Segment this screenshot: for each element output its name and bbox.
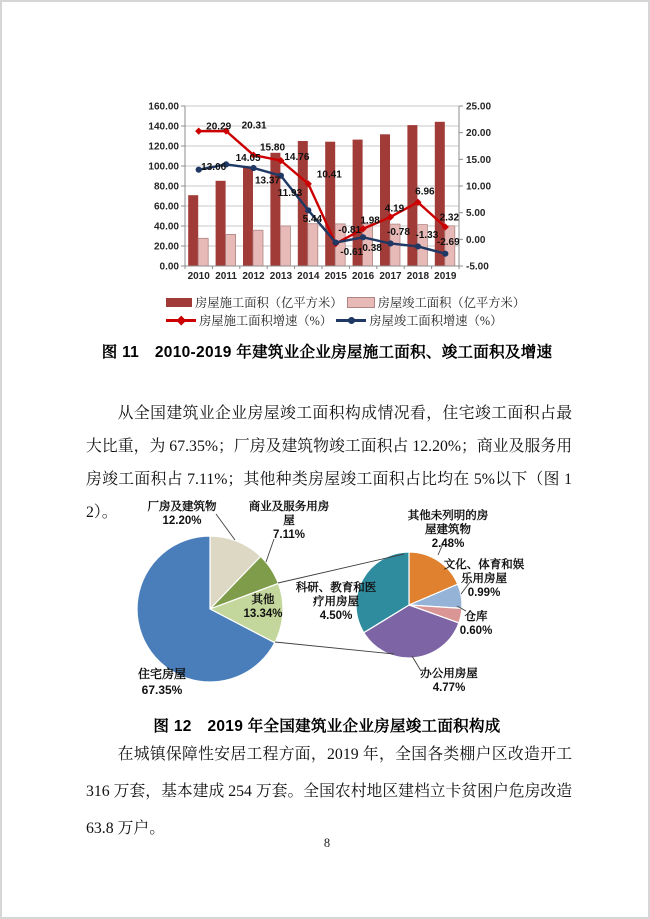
- svg-text:25.00: 25.00: [466, 101, 492, 113]
- svg-text:0.00: 0.00: [466, 234, 486, 246]
- legend-item-construction-area: [166, 293, 343, 311]
- pie-label-residential: [138, 666, 186, 698]
- pie-label-office: [420, 667, 478, 695]
- svg-text:1.98: 1.98: [360, 215, 380, 227]
- pie-label-text: 厂房及建筑物: [147, 501, 217, 513]
- svg-text:-0.61: -0.61: [340, 247, 364, 259]
- svg-text:13.37: 13.37: [254, 175, 281, 187]
- completed-area-swatch: [347, 297, 375, 308]
- pie-label-text: 住宅房屋: [137, 667, 187, 681]
- legend-item-completed-area: [347, 293, 526, 311]
- legend-item-construction-growth: [166, 311, 332, 329]
- pie-label-value: 67.35%: [141, 683, 183, 697]
- completed-growth-line-icon: [336, 314, 366, 326]
- pie-label-text: 科研、教育和医疗用房屋: [295, 582, 377, 608]
- svg-text:2011: 2011: [215, 271, 237, 282]
- pie-label-value: 4.77%: [432, 682, 466, 694]
- svg-text:40.00: 40.00: [153, 221, 179, 233]
- svg-text:14.05: 14.05: [235, 152, 261, 164]
- pie-label-unlisted: [406, 509, 490, 551]
- pie-label-text: 文化、体育和娱乐用房屋: [443, 559, 525, 585]
- legend-label: 房屋施工面积增速（%）: [199, 314, 333, 328]
- svg-text:10.41: 10.41: [316, 169, 342, 181]
- svg-text:-5.00: -5.00: [466, 261, 489, 273]
- pie-label-value: 13.34%: [243, 608, 283, 620]
- chart-legend-row-1: [166, 293, 525, 311]
- svg-text:2.32: 2.32: [439, 212, 460, 224]
- legend-label: 房屋竣工面积（亿平方米）: [377, 296, 526, 310]
- pie-label-text: 仓库: [464, 611, 488, 623]
- svg-text:5.00: 5.00: [466, 208, 486, 220]
- svg-text:2013: 2013: [269, 271, 293, 282]
- svg-text:-1.33: -1.33: [415, 229, 439, 241]
- pie-label-text: 商业及服务用房屋: [248, 501, 330, 527]
- pie-label-value: 2.48%: [431, 538, 465, 550]
- pie-label-value: 7.11%: [273, 529, 305, 541]
- svg-text:6.96: 6.96: [415, 186, 435, 198]
- svg-text:60.00: 60.00: [153, 201, 179, 213]
- svg-text:2015: 2015: [324, 271, 347, 282]
- svg-text:2014: 2014: [297, 271, 320, 282]
- pie-label-text: 办公用房屋: [420, 668, 478, 680]
- pie-label-value: 12.20%: [162, 515, 202, 527]
- legend-item-completed-growth: [336, 311, 502, 329]
- svg-text:10.00: 10.00: [466, 181, 492, 193]
- svg-text:100.00: 100.00: [148, 161, 179, 173]
- pie-label-factory: [148, 500, 217, 528]
- svg-text:2017: 2017: [379, 271, 402, 282]
- pie-label-research: [291, 581, 381, 623]
- svg-text:20.31: 20.31: [241, 120, 267, 132]
- pie-label-other: [243, 593, 282, 621]
- figure12-caption: 图 12 2019 年全国建筑业企业房屋竣工面积构成: [153, 718, 501, 735]
- pie-label-value: 0.99%: [467, 587, 501, 599]
- page-number: 8: [323, 836, 331, 850]
- svg-text:160.00: 160.00: [148, 101, 179, 113]
- svg-text:0.00: 0.00: [159, 261, 179, 273]
- svg-text:-0.81: -0.81: [338, 225, 362, 237]
- pie-label-warehouse: [460, 610, 493, 638]
- svg-text:2016: 2016: [351, 271, 375, 282]
- pie-label-text: 其他未列明的房屋建筑物: [407, 510, 489, 536]
- svg-text:2018: 2018: [406, 271, 430, 282]
- pie-label-culture: [442, 558, 526, 600]
- svg-text:13.06: 13.06: [201, 162, 227, 174]
- svg-text:5.44: 5.44: [302, 213, 323, 225]
- svg-text:20.00: 20.00: [466, 128, 492, 140]
- svg-text:0.38: 0.38: [362, 242, 382, 254]
- body-paragraph-2: 在城镇保障性安居工程方面，2019 年，全国各类棚户区改造开工 316 万套，基本建成 254 万套。全国农村地区建档立卡贫困户危房改造 63.8 万户。: [86, 746, 572, 837]
- svg-text:4.19: 4.19: [384, 203, 405, 215]
- figure11-caption: 图 11 2010-2019 年建筑业企业房屋施工面积、竣工面积及增速: [101, 344, 553, 361]
- legend-label: 房屋竣工面积增速（%）: [369, 314, 503, 328]
- pie-label-value: 0.60%: [459, 625, 493, 637]
- svg-text:120.00: 120.00: [148, 141, 179, 153]
- pie-label-value: 4.50%: [319, 610, 353, 622]
- svg-text:2019: 2019: [434, 271, 457, 282]
- chart-legend-row-2: [166, 311, 502, 329]
- svg-text:14.76: 14.76: [284, 152, 310, 164]
- pie-label-commercial: [247, 500, 331, 542]
- construction-growth-line-icon: [166, 314, 196, 326]
- pie-label-text: 其他: [251, 594, 275, 606]
- svg-text:11.93: 11.93: [277, 188, 303, 200]
- svg-text:15.80: 15.80: [259, 142, 286, 154]
- svg-text:2012: 2012: [242, 271, 265, 282]
- construction-area-swatch: [166, 298, 192, 307]
- svg-text:15.00: 15.00: [466, 154, 492, 166]
- svg-text:20.00: 20.00: [153, 241, 179, 253]
- body-paragraph-1: 从全国建筑业企业房屋竣工面积构成情况看，住宅竣工面积占最大比重，为 67.35%；厂房及建筑物竣工面积占 12.20%；商业及服务用房竣工面积占 7.11%；其他种类房屋竣工面积占比均在 5%以下（图 12）。: [86, 405, 572, 521]
- svg-text:80.00: 80.00: [153, 181, 179, 193]
- svg-text:140.00: 140.00: [148, 121, 179, 133]
- legend-label: 房屋施工面积（亿平方米）: [195, 296, 343, 310]
- combo-chart: [145, 97, 540, 293]
- svg-text:-2.69: -2.69: [436, 237, 460, 249]
- svg-text:2010: 2010: [187, 271, 210, 282]
- svg-text:20.29: 20.29: [206, 121, 232, 133]
- svg-text:-0.78: -0.78: [387, 226, 410, 238]
